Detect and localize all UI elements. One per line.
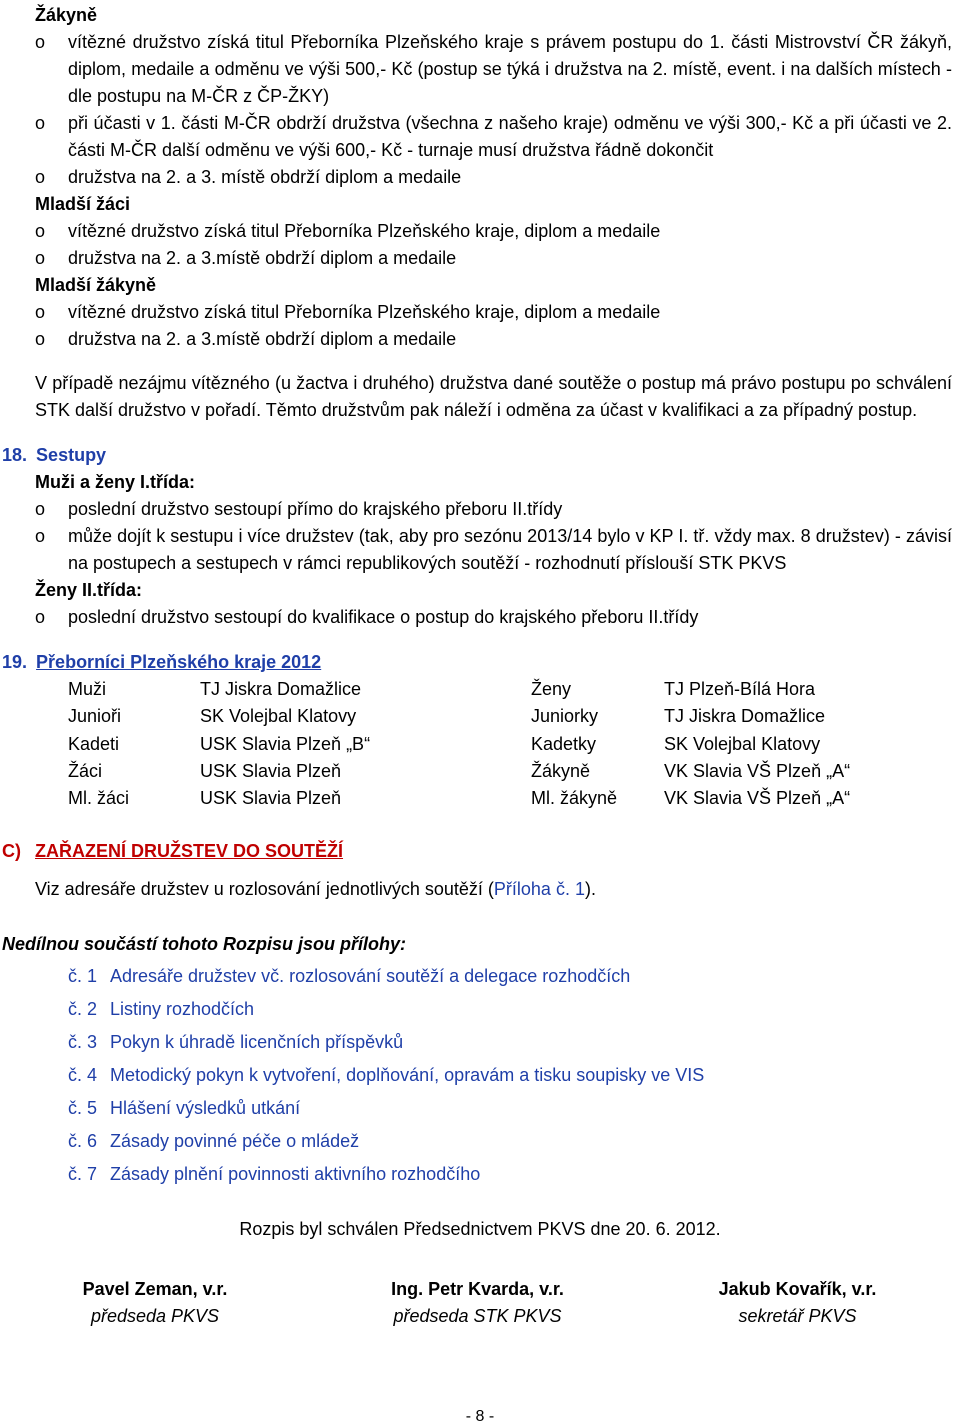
list-item: [0, 523, 960, 577]
list-item-text: vítězné družstvo získá titul Přeborníka Plzeňského kraje, diplom a medaile: [68, 221, 661, 241]
bullet-marker: o: [35, 526, 46, 546]
signature-chairman: [0, 1276, 310, 1330]
zakyne-list: [0, 29, 960, 191]
annex-title: Adresáře družstev vč. rozlosování soutěží a delegace rozhodčích: [110, 966, 631, 987]
section-18-number: 18.: [2, 445, 28, 465]
muzi-zeny-heading: Muži a ženy I.třída:: [35, 472, 196, 492]
annex-item[interactable]: [68, 960, 960, 993]
list-item-text: družstva na 2. a 3.místě obdrží diplom a medaile: [68, 329, 457, 349]
section-18-title: Sestupy: [36, 445, 107, 465]
section-c-text: [35, 876, 960, 903]
category-cell: Juniorky: [531, 706, 599, 727]
annex-title: Listiny rozhodčích: [110, 999, 255, 1020]
list-item: [0, 164, 960, 191]
bullet-marker: o: [35, 32, 46, 52]
annex-number: č. 2: [68, 999, 98, 1020]
annex-title: Hlášení výsledků utkání: [110, 1098, 301, 1119]
list-item-text: družstva na 2. a 3. místě obdrží diplom a medaile: [68, 167, 462, 187]
champions-row: [68, 758, 960, 785]
champions-row: [68, 676, 960, 703]
signatures: [0, 1276, 960, 1330]
team-cell: TJ Jiskra Domažlice: [664, 706, 826, 727]
team-cell: TJ Jiskra Domažlice: [200, 679, 362, 699]
bullet-marker: o: [35, 113, 46, 133]
category-cell: Ml. žáci: [68, 788, 130, 809]
signature-name: Jakub Kovařík, v.r.: [718, 1279, 877, 1300]
list-item: [0, 245, 960, 272]
nezajem-paragraph: V případě nezájmu vítězného (u žactva i druhého) družstva dané soutěže o postup má právo postupu po schválení STK další družstvo v pořadí. Těmto družstvům pak náleží i odměna za účast v kvalifikaci a za případný postup.: [35, 373, 952, 420]
list-item-text: družstva na 2. a 3.místě obdrží diplom a medaile: [68, 248, 457, 268]
annex-title: Zásady plnění povinnosti aktivního rozhodčího: [110, 1164, 481, 1185]
annex-title: Metodický pokyn k vytvoření, doplňování, opravám a tisku soupisky ve VIS: [110, 1065, 705, 1086]
signature-role: sekretář PKVS: [738, 1306, 857, 1327]
section-19-number: 19.: [2, 652, 28, 672]
list-item: [0, 110, 960, 164]
list-item: [0, 29, 960, 110]
list-item: [0, 496, 960, 523]
zakyne-heading: Žákyně: [35, 5, 98, 25]
bullet-marker: o: [35, 607, 46, 627]
section-c-letter: C): [2, 841, 21, 862]
category-cell: Ml. žákyně: [531, 788, 618, 809]
team-cell: VK Slavia VŠ Plzeň „A“: [664, 760, 851, 781]
annex-item[interactable]: [68, 1158, 960, 1191]
champions-row: [68, 703, 960, 730]
team-cell: USK Slavia Plzeň „B“: [200, 733, 371, 754]
section-c-title: ZAŘAZENÍ DRUŽSTEV DO SOUTĚŽÍ: [35, 841, 344, 862]
section-19-heading: [2, 649, 960, 676]
annex-number: č. 7: [68, 1164, 98, 1185]
list-item: [0, 604, 960, 631]
team-cell: VK Slavia VŠ Plzeň „A“: [664, 788, 851, 809]
bullet-marker: o: [35, 221, 46, 241]
list-item-text: při účasti v 1. části M-ČR obdrží družstva (všechna z našeho kraje) odměnu ve výši 300,- Kč a při účasti ve 2. části M-ČR další odměnu ve výši 600,- Kč - turnaje musí družstva řádně dokončit: [68, 113, 952, 160]
mladsi-zakyne-list: [0, 299, 960, 353]
section-18-heading: [2, 442, 960, 469]
category-cell: Kadeti: [68, 733, 120, 754]
annex-item[interactable]: [68, 1059, 960, 1092]
section-c-heading: [2, 838, 960, 865]
annexes-heading: Nedílnou součástí tohoto Rozpisu jsou přílohy:: [2, 934, 406, 955]
muzi-zeny-list: [0, 496, 960, 577]
team-cell: TJ Plzeň-Bílá Hora: [664, 679, 816, 699]
list-item-text: poslední družstvo sestoupí přímo do krajského přeboru II.třídy: [68, 499, 563, 519]
page-number: - 8 -: [465, 1408, 495, 1425]
annex-item[interactable]: [68, 1125, 960, 1158]
list-item: [0, 218, 960, 245]
list-item-text: vítězné družstvo získá titul Přeborníka Plzeňského kraje s právem postupu do 1. části Mistrovství ČR žákyň, diplom, medaile a odměnu ve výši 500,- Kč (postup se týká i družstva na 2. místě, event. i na dalších místech - dle postupu na M-ČR z ČP-ŽKY): [68, 32, 952, 106]
mladsi-zaci-list: [0, 218, 960, 272]
team-cell: USK Slavia Plzeň: [200, 788, 342, 809]
annex-title: Pokyn k úhradě licenčních příspěvků: [110, 1032, 404, 1053]
zeny-ii-heading: Ženy II.třída:: [35, 580, 143, 600]
list-item: [0, 326, 960, 353]
section-c-text-before: Viz adresáře družstev u rozlosování jednotlivých soutěží (: [35, 879, 494, 900]
bullet-marker: o: [35, 167, 46, 187]
mladsi-zakyne-heading: Mladší žákyně: [35, 275, 157, 295]
bullet-marker: o: [35, 499, 46, 519]
bullet-marker: o: [35, 302, 46, 322]
bullet-marker: o: [35, 329, 46, 349]
signature-name: Ing. Petr Kvarda, v.r.: [391, 1279, 564, 1300]
category-cell: Žákyně: [531, 760, 591, 781]
section-c-text-after: ).: [584, 879, 596, 900]
category-cell: Žáci: [68, 760, 103, 781]
zeny-ii-list: [0, 604, 960, 631]
signature-role: předseda PKVS: [90, 1306, 220, 1327]
annex-number: č. 4: [68, 1065, 98, 1086]
list-item-text: může dojít k sestupu i více družstev (tak, aby pro sezónu 2013/14 bylo v KP I. tř. vždy max. 8 družstev) - závisí na postupech a sestupech v rámci republikových soutěží - rozhodnutí příslouší STK PKVS: [68, 526, 952, 573]
category-cell: Muži: [68, 679, 107, 699]
champions-row: [68, 785, 960, 812]
annex-list: [0, 960, 960, 1191]
annex-title: Zásady povinné péče o mládež: [110, 1131, 360, 1152]
annex-number: č. 1: [68, 966, 98, 987]
signature-secretary: [645, 1276, 950, 1330]
category-cell: Junioři: [68, 706, 122, 727]
annex-item[interactable]: [68, 1092, 960, 1125]
team-cell: SK Volejbal Klatovy: [664, 733, 821, 754]
annex-item[interactable]: [68, 993, 960, 1026]
signature-stk-chairman: [310, 1276, 645, 1330]
bullet-marker: o: [35, 248, 46, 268]
category-cell: Ženy: [531, 679, 572, 699]
team-cell: SK Volejbal Klatovy: [200, 706, 357, 727]
mladsi-zaci-heading: Mladší žáci: [35, 194, 131, 214]
section-19-title: Přeborníci Plzeňského kraje 2012: [36, 652, 322, 672]
annex-number: č. 6: [68, 1131, 98, 1152]
list-item: [0, 299, 960, 326]
champions-row: [68, 731, 960, 758]
annex-1-link[interactable]: Příloha č. 1: [493, 879, 585, 900]
annex-number: č. 3: [68, 1032, 98, 1053]
team-cell: USK Slavia Plzeň: [200, 760, 342, 781]
approval-text: Rozpis byl schválen Předsednictvem PKVS dne 20. 6. 2012.: [239, 1219, 721, 1240]
annex-number: č. 5: [68, 1098, 98, 1119]
signature-name: Pavel Zeman, v.r.: [82, 1279, 228, 1300]
list-item-text: poslední družstvo sestoupí do kvalifikace o postup do krajského přeboru II.třídy: [68, 607, 699, 627]
annex-item[interactable]: [68, 1026, 960, 1059]
signature-role: předseda STK PKVS: [393, 1306, 562, 1327]
category-cell: Kadetky: [531, 733, 597, 754]
list-item-text: vítězné družstvo získá titul Přeborníka Plzeňského kraje, diplom a medaile: [68, 302, 661, 322]
champions-table: [0, 676, 960, 812]
